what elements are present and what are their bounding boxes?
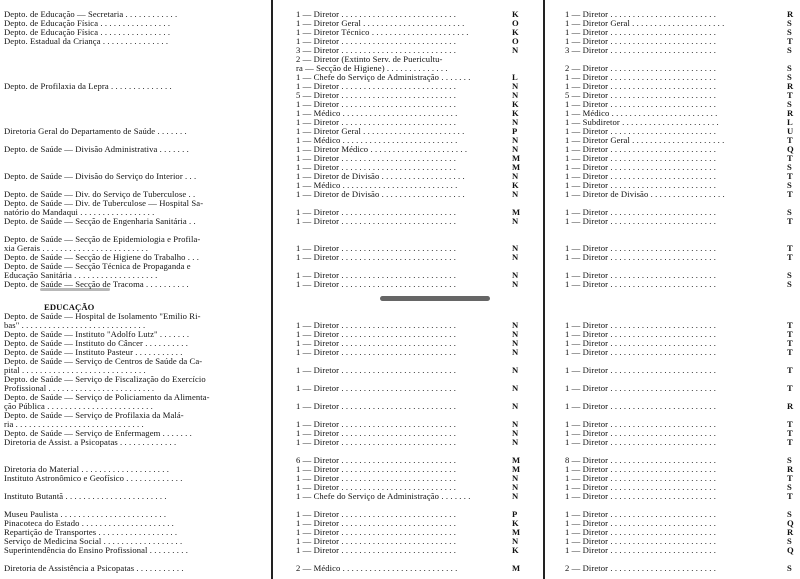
left-row-text: Profissional . . . . . . . . . . . . . . . . . . . . . . . . (4, 383, 155, 393)
right-row-text: 1 — Diretor . . . . . . . . . . . . . . . . . . . . . . . . (565, 536, 717, 546)
mid-row-code-letter: N (512, 482, 519, 492)
right-row-text: 1 — Diretor Geral . . . . . . . . . . . . . . . . . . . . . (565, 18, 725, 28)
right-row-text: 1 — Diretor . . . . . . . . . . . . . . . . . . . . . . . . (565, 27, 717, 37)
right-row-code-letter: T (787, 329, 793, 339)
mid-row-text: 1 — Diretor . . . . . . . . . . . . . . . . . . . . . . . . . . (296, 482, 457, 492)
mid-row-code-letter: N (512, 473, 519, 483)
left-row-text: Depto. de Saúde — Div. do Serviço de Tuberculose . . (4, 189, 196, 199)
mid-row-code-letter: N (512, 329, 519, 339)
right-row-text: 1 — Diretor . . . . . . . . . . . . . . . . . . . . . . . . (565, 243, 717, 253)
right-row-text: 1 — Diretor . . . . . . . . . . . . . . . . . . . . . . . . (565, 365, 717, 375)
right-row-text: 1 — Diretor . . . . . . . . . . . . . . . . . . . . . . . . (565, 491, 717, 501)
mid-row-text: 1 — Diretor . . . . . . . . . . . . . . . . . . . . . . . . . . (296, 545, 457, 555)
left-row-text: Depto. de Saúde — Serviço de Profilaxia da Malá- (4, 410, 184, 420)
mid-row-text: 1 — Chefe do Serviço de Administração . . . . . . . (296, 491, 471, 501)
mid-row-code-letter: N (512, 419, 519, 429)
right-row-code-letter: R (787, 81, 794, 91)
left-row-text: Serviço de Medicina Social . . . . . . . . . . . . . . . . . . (4, 536, 183, 546)
mid-row-code-letter: P (512, 126, 518, 136)
right-row-code-letter: S (787, 180, 792, 190)
left-row-text: Depto. de Saúde — Instituto do Câncer . . . . . . . . . . (4, 338, 188, 348)
right-row-text: 1 — Diretor . . . . . . . . . . . . . . . . . . . . . . . . (565, 180, 717, 190)
left-row-text: ria . . . . . . . . . . . . . . . . . . . . . . . . . . . . . (4, 419, 144, 429)
mid-row-text: 1 — Diretor . . . . . . . . . . . . . . . . . . . . . . . . . . (296, 419, 457, 429)
left-row-text: Depto. de Saúde — Secção de Tracoma . . . . . . . . . . (4, 279, 189, 289)
right-row-text: 1 — Diretor . . . . . . . . . . . . . . . . . . . . . . . . (565, 36, 717, 46)
right-row-code-letter: T (787, 320, 793, 330)
left-row-text: Instituto Astronômico e Geofísico . . . . . . . . . . . . . (4, 473, 183, 483)
right-row-code-letter: S (787, 270, 792, 280)
right-row-code-letter: T (787, 428, 793, 438)
mid-row-code-letter: N (512, 536, 519, 546)
right-row-text: 1 — Diretor . . . . . . . . . . . . . . . . . . . . . . . . (565, 437, 717, 447)
right-row-code-letter: S (787, 18, 792, 28)
right-row-code-letter: T (787, 171, 793, 181)
right-row-code-letter: R (787, 527, 794, 537)
mid-row-text: 1 — Diretor . . . . . . . . . . . . . . . . . . . . . . . . . . (296, 473, 457, 483)
mid-row-text: 1 — Diretor . . . . . . . . . . . . . . . . . . . . . . . . . . (296, 464, 457, 474)
right-row-code-letter: U (787, 126, 794, 136)
left-row-text: Diretoria Geral do Departamento de Saúde . . . . . . . (4, 126, 187, 136)
left-row-text: Depto. de Educação Física . . . . . . . . . . . . . . . . (4, 27, 171, 37)
mid-row-code-letter: K (512, 99, 519, 109)
right-row-text: 1 — Diretor de Divisão . . . . . . . . . . . . . . . . . (565, 189, 725, 199)
mid-row-text: 1 — Diretor de Divisão . . . . . . . . . . . . . . . . . . . (296, 189, 465, 199)
right-row-text: 5 — Diretor . . . . . . . . . . . . . . . . . . . . . . . . (565, 90, 717, 100)
right-row-code-letter: S (787, 482, 792, 492)
left-row-text: Museu Paulista . . . . . . . . . . . . . . . . . . . . . . . . (4, 509, 167, 519)
left-row-text: natório do Mandaqui . . . . . . . . . . . . . . . . . (4, 207, 155, 217)
right-row-text: 1 — Diretor . . . . . . . . . . . . . . . . . . . . . . . . (565, 9, 717, 19)
print-smudge (40, 288, 110, 291)
right-row-text: 1 — Diretor . . . . . . . . . . . . . . . . . . . . . . . . (565, 207, 717, 217)
mid-row-text: 1 — Diretor . . . . . . . . . . . . . . . . . . . . . . . . . . (296, 536, 457, 546)
left-row-text: Depto. de Saúde — Secção de Epidemiologia e Profila- (4, 234, 201, 244)
mid-row-text: 1 — Diretor . . . . . . . . . . . . . . . . . . . . . . . . . . (296, 153, 457, 163)
left-row-text: Depto. de Saúde — Secção Técnica de Propaganda e (4, 261, 191, 271)
left-row-text: bas" . . . . . . . . . . . . . . . . . . . . . . . . . . . . (4, 320, 146, 330)
right-row-text: 1 — Diretor . . . . . . . . . . . . . . . . . . . . . . . . (565, 338, 717, 348)
left-row-text: Educação Sanitária . . . . . . . . . . . . . . . . . . . (4, 270, 158, 280)
mid-row-code-letter: N (512, 270, 519, 280)
mid-row-text: 1 — Diretor Geral . . . . . . . . . . . . . . . . . . . . . . . (296, 18, 465, 28)
mid-row-code-letter: N (512, 135, 519, 145)
mid-row-code-letter: N (512, 279, 519, 289)
right-row-text: 1 — Diretor . . . . . . . . . . . . . . . . . . . . . . . . (565, 99, 717, 109)
mid-row-code-letter: N (512, 45, 519, 55)
left-row-text: Depto. de Saúde — Serviço de Fiscalização do Exercício (4, 374, 206, 384)
mid-row-code-letter: O (512, 18, 519, 28)
print-smudge (380, 296, 490, 301)
mid-row-code-letter: N (512, 252, 519, 262)
left-row-text: xia Gerais . . . . . . . . . . . . . . . . . . . . . . . . (4, 243, 149, 253)
mid-row-text: 1 — Médico . . . . . . . . . . . . . . . . . . . . . . . . . . (296, 108, 458, 118)
mid-row-code-letter: N (512, 90, 519, 100)
column-divider-right (543, 0, 545, 579)
left-row-text: Depto. de Saúde — Serviço de Policiamento da Alimenta- (4, 392, 210, 402)
right-row-code-letter: S (787, 563, 792, 573)
mid-row-text: 1 — Diretor . . . . . . . . . . . . . . . . . . . . . . . . . . (296, 347, 457, 357)
left-row-text: Depto. de Educação — Secretaria . . . . . . . . . . . . (4, 9, 178, 19)
mid-row-text: 1 — Diretor . . . . . . . . . . . . . . . . . . . . . . . . . . (296, 162, 457, 172)
right-row-text: 1 — Médico . . . . . . . . . . . . . . . . . . . . . . . . (565, 108, 718, 118)
mid-row-text: 1 — Diretor . . . . . . . . . . . . . . . . . . . . . . . . . . (296, 99, 457, 109)
mid-row-text: 1 — Diretor . . . . . . . . . . . . . . . . . . . . . . . . . . (296, 383, 457, 393)
left-row-text: Repartição de Transportes . . . . . . . . . . . . . . . . . . (4, 527, 178, 537)
mid-row-code-letter: K (512, 545, 519, 555)
left-row-text: Depto. de Saúde — Instituto "Adolfo Lutz" . . . . . . . (4, 329, 190, 339)
left-row-text: Superintendência do Ensino Profissional . . . . . . . . . (4, 545, 188, 555)
right-row-text: 2 — Diretor . . . . . . . . . . . . . . . . . . . . . . . . (565, 563, 717, 573)
right-row-text: 1 — Diretor . . . . . . . . . . . . . . . . . . . . . . . . (565, 473, 717, 483)
mid-row-text: 1 — Diretor . . . . . . . . . . . . . . . . . . . . . . . . . . (296, 207, 457, 217)
mid-row-text: ra — Secção de Higiene) . . . . . . . . . . . . . . (296, 63, 448, 73)
right-row-code-letter: T (787, 419, 793, 429)
left-row-text: Depto. de Saúde — Hospital de Isolamento "Emilio Ri- (4, 311, 201, 321)
left-row-text: Depto. de Saúde — Secção de Engenharia Sanitária . . (4, 216, 196, 226)
mid-row-text: 1 — Diretor . . . . . . . . . . . . . . . . . . . . . . . . . . (296, 365, 457, 375)
right-row-text: 1 — Diretor . . . . . . . . . . . . . . . . . . . . . . . . (565, 279, 717, 289)
right-row-text: 1 — Diretor . . . . . . . . . . . . . . . . . . . . . . . . (565, 383, 717, 393)
left-row-text: pital . . . . . . . . . . . . . . . . . . . . . . . . . . . . (4, 365, 146, 375)
mid-row-code-letter: N (512, 437, 519, 447)
mid-row-text: 1 — Diretor . . . . . . . . . . . . . . . . . . . . . . . . . . (296, 509, 457, 519)
mid-row-code-letter: M (512, 153, 521, 163)
right-row-text: 1 — Diretor . . . . . . . . . . . . . . . . . . . . . . . . (565, 419, 717, 429)
mid-row-text: 1 — Diretor . . . . . . . . . . . . . . . . . . . . . . . . . . (296, 81, 457, 91)
right-row-code-letter: S (787, 45, 792, 55)
right-row-code-letter: T (787, 153, 793, 163)
right-row-code-letter: S (787, 162, 792, 172)
left-row-text: Diretoria de Assist. a Psicopatas . . . . . . . . . . . . . (4, 437, 177, 447)
mid-row-text: 1 — Diretor Médico . . . . . . . . . . . . . . . . . . . . . . (296, 144, 468, 154)
right-row-code-letter: S (787, 99, 792, 109)
mid-row-text: 1 — Diretor . . . . . . . . . . . . . . . . . . . . . . . . . . (296, 527, 457, 537)
right-row-code-letter: Q (787, 545, 794, 555)
right-row-code-letter: R (787, 108, 794, 118)
right-row-text: 1 — Diretor . . . . . . . . . . . . . . . . . . . . . . . . (565, 153, 717, 163)
left-row-text: Diretoria do Material . . . . . . . . . . . . . . . . . . . . (4, 464, 170, 474)
mid-row-text: 1 — Diretor Técnico . . . . . . . . . . . . . . . . . . . . . . (296, 27, 469, 37)
right-row-code-letter: S (787, 63, 792, 73)
mid-row-text: 1 — Diretor . . . . . . . . . . . . . . . . . . . . . . . . . . (296, 9, 457, 19)
right-row-code-letter: T (787, 473, 793, 483)
mid-row-text: 1 — Diretor . . . . . . . . . . . . . . . . . . . . . . . . . . (296, 437, 457, 447)
right-row-code-letter: R (787, 464, 794, 474)
right-row-text: 1 — Subdiretor . . . . . . . . . . . . . . . . . . . . . . (565, 117, 719, 127)
right-row-code-letter: T (787, 216, 793, 226)
mid-row-code-letter: M (512, 455, 521, 465)
mid-row-code-letter: K (512, 108, 519, 118)
left-row-text: Instituto Butantã . . . . . . . . . . . . . . . . . . . . . . . (4, 491, 167, 501)
mid-row-code-letter: K (512, 9, 519, 19)
mid-row-text: 1 — Médico . . . . . . . . . . . . . . . . . . . . . . . . . . (296, 180, 458, 190)
right-row-text: 1 — Diretor . . . . . . . . . . . . . . . . . . . . . . . . (565, 527, 717, 537)
right-row-code-letter: T (787, 36, 793, 46)
mid-row-text: 1 — Diretor . . . . . . . . . . . . . . . . . . . . . . . . . . (296, 252, 457, 262)
mid-row-code-letter: N (512, 428, 519, 438)
right-row-text: 1 — Diretor . . . . . . . . . . . . . . . . . . . . . . . . (565, 518, 717, 528)
mid-row-code-letter: N (512, 81, 519, 91)
right-row-text: 1 — Diretor . . . . . . . . . . . . . . . . . . . . . . . . (565, 171, 717, 181)
right-row-code-letter: S (787, 72, 792, 82)
right-row-code-letter: R (787, 9, 794, 19)
right-row-code-letter: T (787, 383, 793, 393)
column-divider-left (271, 0, 273, 579)
right-row-text: 1 — Diretor . . . . . . . . . . . . . . . . . . . . . . . . (565, 329, 717, 339)
mid-row-text: 1 — Médico . . . . . . . . . . . . . . . . . . . . . . . . . . (296, 135, 458, 145)
left-row-text: Depto. de Profilaxia da Lepra . . . . . . . . . . . . . . (4, 81, 172, 91)
left-row-text: EDUCAÇÃO (44, 302, 95, 312)
right-row-text: 1 — Diretor . . . . . . . . . . . . . . . . . . . . . . . . (565, 216, 717, 226)
right-row-text: 1 — Diretor . . . . . . . . . . . . . . . . . . . . . . . . (565, 545, 717, 555)
right-row-text: 8 — Diretor . . . . . . . . . . . . . . . . . . . . . . . . (565, 455, 717, 465)
right-row-code-letter: S (787, 536, 792, 546)
right-row-text: 1 — Diretor . . . . . . . . . . . . . . . . . . . . . . . . (565, 401, 717, 411)
right-row-text: 1 — Diretor . . . . . . . . . . . . . . . . . . . . . . . . (565, 347, 717, 357)
right-row-code-letter: T (787, 252, 793, 262)
right-row-code-letter: T (787, 135, 793, 145)
mid-row-code-letter: N (512, 117, 519, 127)
right-row-code-letter: T (787, 437, 793, 447)
right-row-text: 1 — Diretor . . . . . . . . . . . . . . . . . . . . . . . . (565, 270, 717, 280)
right-row-text: 1 — Diretor . . . . . . . . . . . . . . . . . . . . . . . . (565, 81, 717, 91)
mid-row-code-letter: M (512, 162, 521, 172)
right-row-text: 2 — Diretor . . . . . . . . . . . . . . . . . . . . . . . . (565, 63, 717, 73)
mid-row-code-letter: N (512, 491, 519, 501)
mid-row-code-letter: M (512, 207, 521, 217)
right-row-code-letter: T (787, 189, 793, 199)
right-row-text: 1 — Diretor . . . . . . . . . . . . . . . . . . . . . . . . (565, 144, 717, 154)
mid-row-text: 1 — Diretor . . . . . . . . . . . . . . . . . . . . . . . . . . (296, 320, 457, 330)
mid-row-code-letter: N (512, 365, 519, 375)
left-row-text: Depto. de Saúde — Secção de Higiene do Trabalho . . . (4, 252, 200, 262)
mid-row-code-letter: L (512, 72, 518, 82)
right-row-text: 1 — Diretor . . . . . . . . . . . . . . . . . . . . . . . . (565, 252, 717, 262)
mid-row-text: 1 — Diretor . . . . . . . . . . . . . . . . . . . . . . . . . . (296, 518, 457, 528)
mid-row-text: 5 — Diretor . . . . . . . . . . . . . . . . . . . . . . . . . . (296, 90, 457, 100)
right-row-code-letter: T (787, 243, 793, 253)
right-row-code-letter: T (787, 491, 793, 501)
right-row-code-letter: T (787, 365, 793, 375)
mid-row-code-letter: N (512, 243, 519, 253)
mid-row-text: 1 — Diretor . . . . . . . . . . . . . . . . . . . . . . . . . . (296, 216, 457, 226)
mid-row-text: 1 — Diretor . . . . . . . . . . . . . . . . . . . . . . . . . . (296, 117, 457, 127)
left-row-text: Depto. de Saúde — Div. de Tuberculose — Hospital Sa- (4, 198, 204, 208)
mid-row-code-letter: M (512, 563, 521, 573)
mid-row-code-letter: K (512, 518, 519, 528)
mid-row-text: 2 — Médico . . . . . . . . . . . . . . . . . . . . . . . . . . (296, 563, 458, 573)
left-row-text: Depto. de Saúde — Divisão Administrativa . . . . . . . (4, 144, 189, 154)
right-row-code-letter: S (787, 279, 792, 289)
right-row-code-letter: R (787, 401, 794, 411)
right-row-code-letter: S (787, 509, 792, 519)
right-row-text: 1 — Diretor . . . . . . . . . . . . . . . . . . . . . . . . (565, 320, 717, 330)
mid-row-code-letter: M (512, 527, 521, 537)
right-row-text: 3 — Diretor . . . . . . . . . . . . . . . . . . . . . . . . (565, 45, 717, 55)
right-row-text: 1 — Diretor . . . . . . . . . . . . . . . . . . . . . . . . (565, 428, 717, 438)
left-row-text: Depto. de Saúde — Instituto Pasteur . . . . . . . . . . . (4, 347, 183, 357)
right-row-code-letter: S (787, 207, 792, 217)
right-row-text: 1 — Diretor . . . . . . . . . . . . . . . . . . . . . . . . (565, 72, 717, 82)
right-row-text: 1 — Diretor . . . . . . . . . . . . . . . . . . . . . . . . (565, 464, 717, 474)
right-row-code-letter: S (787, 455, 792, 465)
right-row-code-letter: Q (787, 144, 794, 154)
left-row-text: Depto. de Educação Física . . . . . . . . . . . . . . . . (4, 18, 171, 28)
mid-row-text: 1 — Chefe do Serviço de Administração . . . . . . . (296, 72, 471, 82)
left-row-text: ção Pública . . . . . . . . . . . . . . . . . . . . . . . . (4, 401, 153, 411)
mid-row-text: 6 — Diretor . . . . . . . . . . . . . . . . . . . . . . . . . . (296, 455, 457, 465)
right-row-code-letter: T (787, 347, 793, 357)
right-row-code-letter: T (787, 90, 793, 100)
left-row-text: Pinacoteca do Estado . . . . . . . . . . . . . . . . . . . . . (4, 518, 174, 528)
left-row-text: Diretoria de Assistência a Psicopatas . . . . . . . . . . . (4, 563, 184, 573)
right-row-text: 1 — Diretor . . . . . . . . . . . . . . . . . . . . . . . . (565, 482, 717, 492)
mid-row-text: 1 — Diretor de Divisão . . . . . . . . . . . . . . . . . . . (296, 171, 465, 181)
right-row-code-letter: T (787, 338, 793, 348)
mid-row-code-letter: N (512, 338, 519, 348)
right-row-text: 1 — Diretor . . . . . . . . . . . . . . . . . . . . . . . . (565, 509, 717, 519)
mid-row-text: 3 — Diretor . . . . . . . . . . . . . . . . . . . . . . . . . . (296, 45, 457, 55)
right-row-code-letter: Q (787, 518, 794, 528)
right-row-code-letter: L (787, 117, 793, 127)
mid-row-text: 1 — Diretor . . . . . . . . . . . . . . . . . . . . . . . . . . (296, 329, 457, 339)
mid-row-text: 1 — Diretor . . . . . . . . . . . . . . . . . . . . . . . . . . (296, 243, 457, 253)
right-row-text: 1 — Diretor . . . . . . . . . . . . . . . . . . . . . . . . (565, 162, 717, 172)
mid-row-code-letter: O (512, 36, 519, 46)
right-row-code-letter: S (787, 27, 792, 37)
left-row-text: Depto. de Saúde — Serviço de Enfermagem . . . . . . . (4, 428, 192, 438)
mid-row-text: 1 — Diretor . . . . . . . . . . . . . . . . . . . . . . . . . . (296, 270, 457, 280)
left-row-text: Depto. de Saúde — Serviço de Centros de Saúde da Ca- (4, 356, 203, 366)
mid-row-code-letter: N (512, 171, 519, 181)
mid-row-code-letter: P (512, 509, 518, 519)
mid-row-code-letter: N (512, 347, 519, 357)
mid-row-code-letter: N (512, 216, 519, 226)
mid-row-text: 2 — Diretor (Extinto Serv. de Puericultu- (296, 54, 443, 64)
mid-row-text: 1 — Diretor . . . . . . . . . . . . . . . . . . . . . . . . . . (296, 279, 457, 289)
mid-row-code-letter: N (512, 383, 519, 393)
mid-row-text: 1 — Diretor Geral . . . . . . . . . . . . . . . . . . . . . . . (296, 126, 465, 136)
mid-row-code-letter: N (512, 320, 519, 330)
mid-row-code-letter: N (512, 401, 519, 411)
mid-row-text: 1 — Diretor . . . . . . . . . . . . . . . . . . . . . . . . . . (296, 36, 457, 46)
mid-row-code-letter: N (512, 144, 519, 154)
right-row-text: 1 — Diretor . . . . . . . . . . . . . . . . . . . . . . . . (565, 126, 717, 136)
mid-row-code-letter: N (512, 189, 519, 199)
mid-row-code-letter: K (512, 180, 519, 190)
mid-row-code-letter: K (512, 27, 519, 37)
mid-row-text: 1 — Diretor . . . . . . . . . . . . . . . . . . . . . . . . . . (296, 428, 457, 438)
right-row-text: 1 — Diretor Geral . . . . . . . . . . . . . . . . . . . . . (565, 135, 725, 145)
mid-row-code-letter: M (512, 464, 521, 474)
left-row-text: Depto. Estadual da Criança . . . . . . . . . . . . . . . (4, 36, 169, 46)
mid-row-text: 1 — Diretor . . . . . . . . . . . . . . . . . . . . . . . . . . (296, 338, 457, 348)
mid-row-text: 1 — Diretor . . . . . . . . . . . . . . . . . . . . . . . . . . (296, 401, 457, 411)
left-row-text: Depto. de Saúde — Divisão do Serviço do Interior . . . (4, 171, 197, 181)
